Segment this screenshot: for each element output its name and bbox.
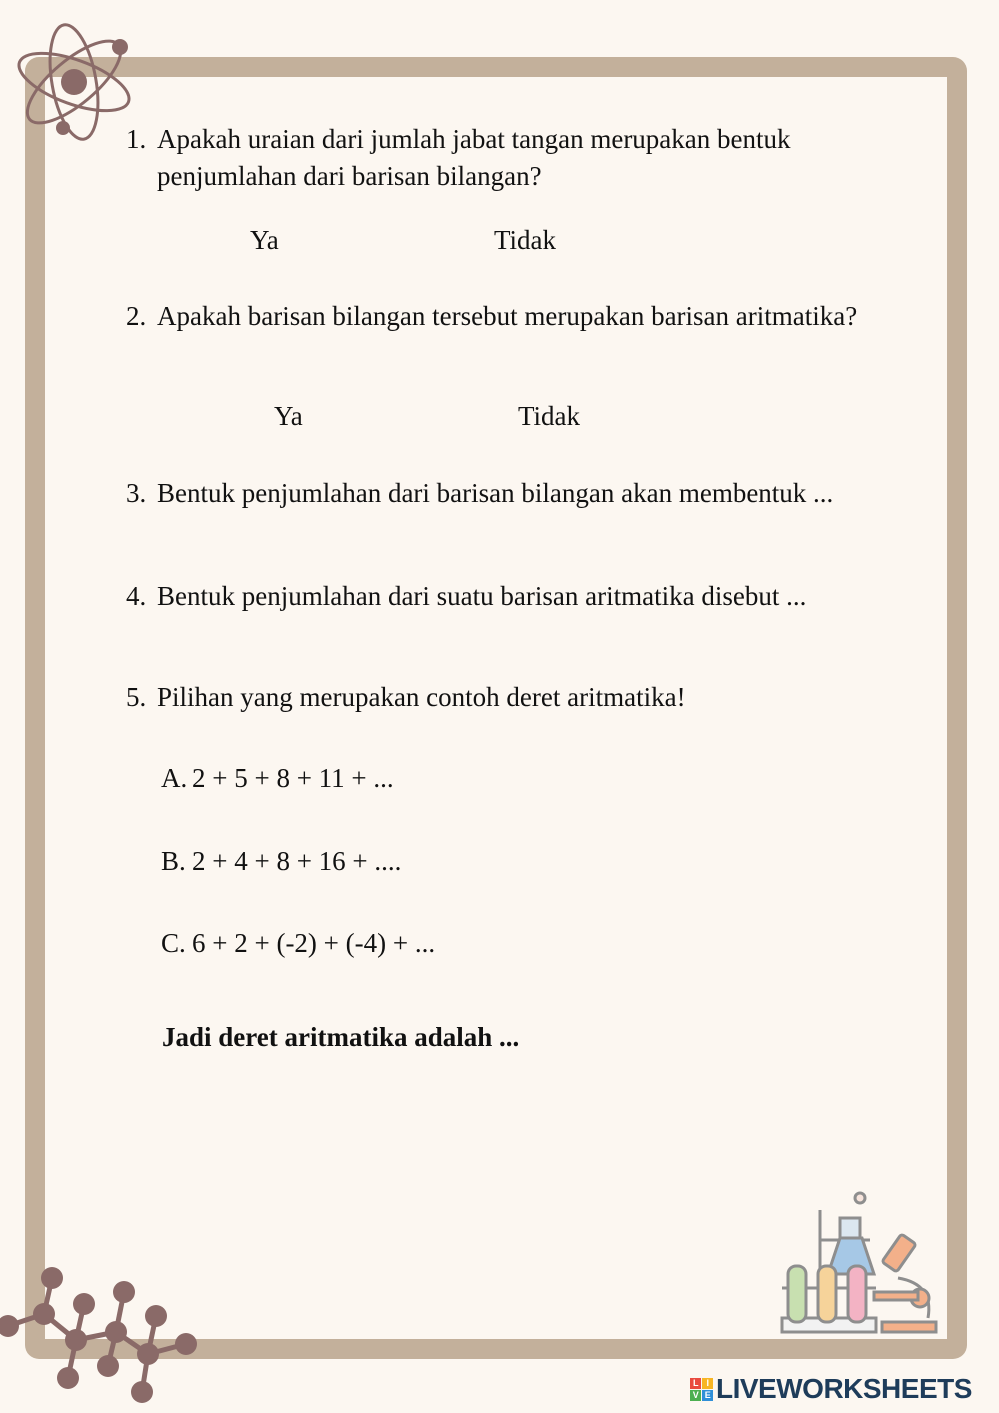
question-text: Apakah barisan bilangan tersebut merupakan barisan aritmatika? — [157, 301, 858, 331]
logo-letter: L — [690, 1378, 701, 1389]
logo-letter: E — [702, 1390, 713, 1401]
choice-letter: C. — [161, 928, 186, 958]
question-text: Apakah uraian dari jumlah jabat tangan merupakan bentuk penjumlahan dari barisan bilangan? — [157, 124, 791, 191]
question-number: 4. — [126, 581, 147, 611]
choice-a[interactable] — [161, 763, 394, 794]
question-number: 5. — [126, 682, 147, 712]
question-text: Bentuk penjumlahan dari barisan bilangan akan membentuk ... — [157, 478, 834, 508]
question-number: 1. — [126, 124, 147, 154]
conclusion-text: Jadi deret aritmatika adalah ... — [162, 1022, 520, 1052]
lab-equipment-icon — [778, 1188, 940, 1336]
option-ya[interactable]: Ya — [274, 401, 303, 431]
choice-text: 6 + 2 + (-2) + (-4) + ... — [192, 928, 436, 958]
logo-letter: V — [690, 1390, 701, 1401]
option-ya[interactable]: Ya — [250, 225, 279, 255]
logo-letter: I — [702, 1378, 713, 1389]
choice-letter: B. — [161, 846, 186, 876]
choice-text: 2 + 5 + 8 + 11 + ... — [192, 763, 394, 793]
atom-icon — [8, 22, 143, 147]
molecule-icon — [0, 1258, 210, 1408]
question-text: Pilihan yang merupakan contoh deret aritmatika! — [157, 682, 686, 712]
choice-c[interactable] — [161, 928, 435, 959]
option-tidak[interactable]: Tidak — [518, 401, 581, 431]
choice-letter: A. — [161, 763, 188, 793]
question-number: 3. — [126, 478, 147, 508]
brand-text: LIVEWORKSHEETS — [716, 1373, 972, 1404]
liveworksheets-logo — [690, 1374, 972, 1404]
question-number: 2. — [126, 301, 147, 331]
logo-mark — [690, 1378, 713, 1401]
choice-text: 2 + 4 + 8 + 16 + .... — [192, 846, 402, 876]
question-text: Bentuk penjumlahan dari suatu barisan aritmatika disebut ... — [157, 581, 807, 611]
choice-b[interactable] — [161, 846, 401, 877]
option-tidak[interactable]: Tidak — [494, 225, 557, 255]
